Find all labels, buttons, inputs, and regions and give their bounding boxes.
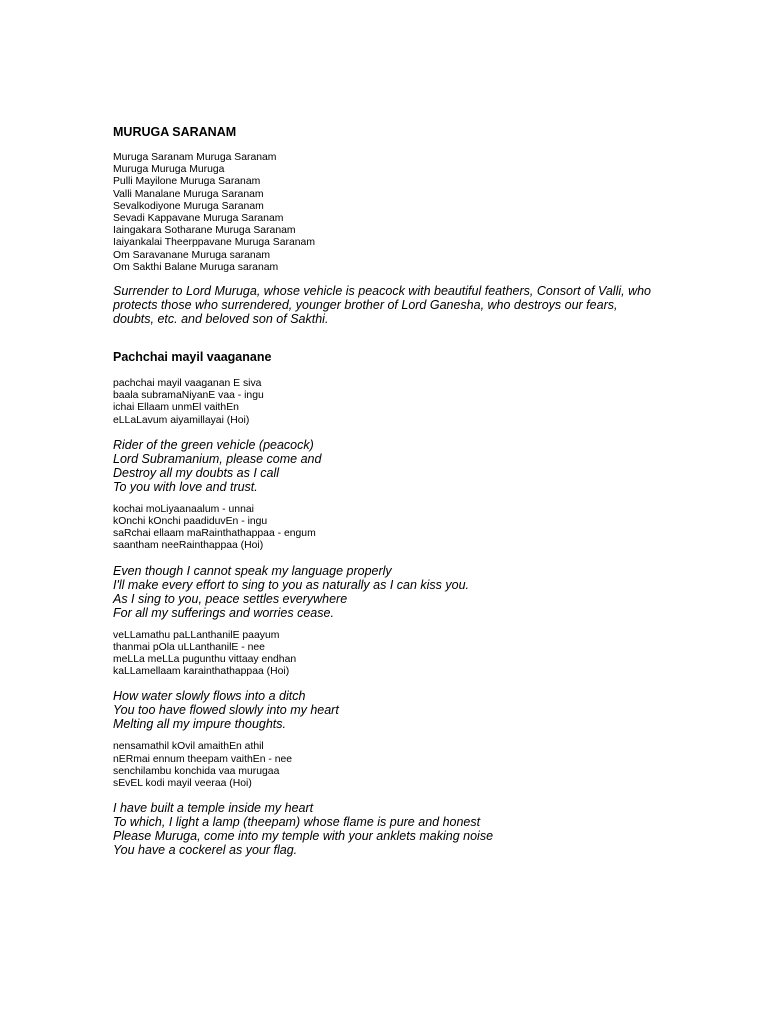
translation-line: For all my sufferings and worries cease. [113, 605, 334, 620]
translation-line: doubts, etc. and beloved son of Sakthi. [113, 312, 329, 327]
lyric-line: kOnchi kOnchi paadiduvEn - ingu [113, 516, 268, 528]
lyric-line: pachchai mayil vaaganan E siva [113, 378, 262, 390]
translation-line: To which, I light a lamp (theepam) whose flame is pure and honest [113, 815, 481, 830]
lyric-line: meLLa meLLa pugunthu vittaay endhan [113, 654, 297, 666]
translation-line: To you with love and trust. [113, 479, 258, 494]
lyrics-block [113, 378, 713, 427]
lyric-line: Iaiyankalai Theerppavane Muruga Saranam [113, 237, 315, 249]
lyric-line: sEvEL kodi mayil veeraa (Hoi) [113, 778, 252, 790]
lyric-line: Iaingakara Sotharane Muruga Saranam [113, 225, 296, 237]
translation-line: Melting all my impure thoughts. [113, 717, 286, 732]
lyric-line: nERmai ennum theepam vaithEn - nee [113, 753, 293, 765]
translation-line: How water slowly flows into a ditch [113, 689, 306, 704]
translation-line: Even though I cannot speak my language properly [113, 563, 392, 578]
lyric-line: eLLaLavum aiyamillayai (Hoi) [113, 414, 250, 426]
translation-block [113, 438, 713, 494]
translation-line: You have a cockerel as your flag. [113, 843, 298, 858]
lyric-line: saRchai ellaam maRainthathappaa - engum [113, 528, 316, 540]
lyrics-block [113, 741, 713, 790]
lyric-line: Muruga Muruga Muruga [113, 164, 225, 176]
lyric-line: baala subramaNiyanE vaa - ingu [113, 390, 264, 402]
lyric-line: Valli Manalane Muruga Saranam [113, 188, 264, 200]
lyric-line: kaLLamellaam karainthathappaa (Hoi) [113, 666, 290, 678]
section-title: Pachchai mayil vaaganane [113, 350, 272, 365]
lyric-line: Pulli Mayilone Muruga Saranam [113, 176, 261, 188]
translation-line: Lord Subramanium, please come and [113, 451, 322, 466]
translation-block [113, 284, 713, 326]
lyric-line: ichai Ellaam unmEl vaithEn [113, 402, 239, 414]
lyric-line: thanmai pOla uLLanthanilE - nee [113, 641, 265, 653]
translation-line: You too have flowed slowly into my heart [113, 703, 339, 718]
translation-line: I have built a temple inside my heart [113, 801, 314, 816]
lyric-line: Om Sakthi Balane Muruga saranam [113, 261, 279, 273]
translation-block [113, 564, 713, 620]
lyric-line: Om Saravanane Muruga saranam [113, 249, 271, 261]
translation-line: Please Muruga, come into my temple with your anklets making noise [113, 829, 494, 844]
lyric-line: saantham neeRainthappaa (Hoi) [113, 540, 264, 552]
lyric-line: kochai moLiyaanaalum - unnai [113, 503, 254, 515]
translation-block [113, 689, 713, 731]
section-title: MURUGA SARANAM [113, 125, 237, 139]
translation-line: I'll make every effort to sing to you as naturally as I can kiss you. [113, 577, 470, 592]
lyric-line: Sevalkodiyone Muruga Saranam [113, 200, 264, 212]
lyric-line: veLLamathu paLLanthanilE paayum [113, 629, 280, 641]
lyric-line: Muruga Saranam Muruga Saranam [113, 152, 277, 163]
lyric-line: nensamathil kOvil amaithEn athil [113, 741, 264, 753]
translation-line: As I sing to you, peace settles everywhere [113, 591, 348, 606]
lyrics-block [113, 630, 713, 679]
lyric-line: Sevadi Kappavane Muruga Saranam [113, 213, 284, 225]
translation-line: Rider of the green vehicle (peacock) [113, 437, 314, 452]
translation-line: protects those who surrendered, younger brother of Lord Ganesha, who destroys our fears, [113, 298, 618, 313]
lyric-line: senchilambu konchida vaa murugaa [113, 765, 280, 777]
translation-line: Destroy all my doubts as I call [113, 465, 280, 480]
translation-block [113, 801, 713, 857]
translation-line: Surrender to Lord Muruga, whose vehicle is peacock with beautiful feathers, Consort of Valli, who [113, 284, 652, 299]
lyrics-block [113, 152, 713, 274]
lyrics-block [113, 504, 713, 553]
document-page [113, 125, 713, 857]
